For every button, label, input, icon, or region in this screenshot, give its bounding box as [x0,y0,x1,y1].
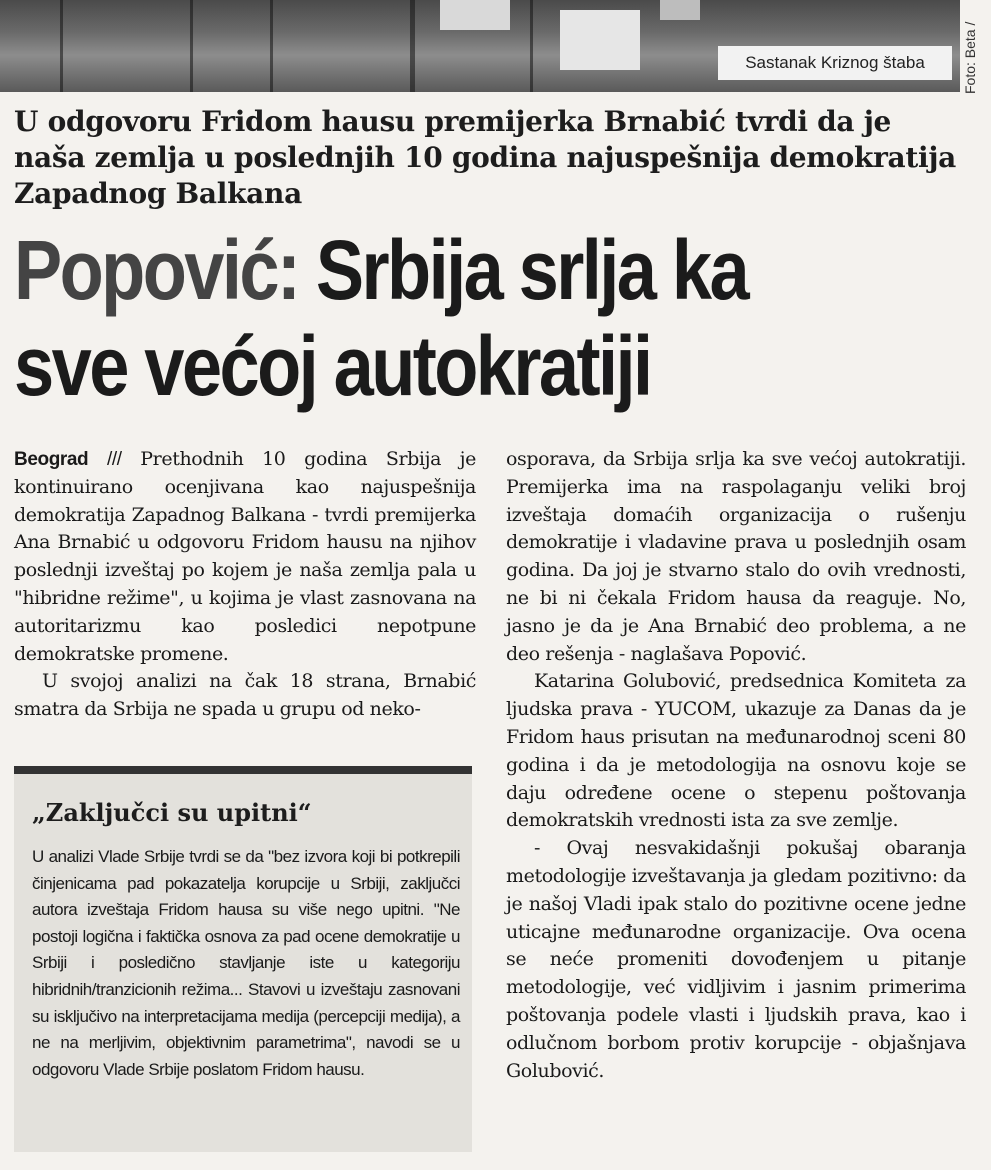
sidebar-title: „Zaključci su upitni“ [32,798,312,827]
article-paragraph: U svojoj analizi na čak 18 strana, Brnabić smatra da Srbija ne spada u grupu od neko- [14,670,476,721]
sidebar-box [14,766,472,1152]
sidebar-paragraph: U analizi Vlade Srbije tvrdi se da "bez izvora koji bi potkrepili činjenicama pad pokazatelja korupcije u Srbiji, zaključci autora izveštaja Fridom hausa su više nego upitni. "Ne postoji logična i faktička osnova za pad ocene demokratije u Srbiji i posledično stavljanje iste u kategoriju hibridnih/tranzicionih režima... Stavovi u izveštaju zasnovani su isključivo na interpretacijama medija (percepciji medija), a ne na merljivim, objektivnim parametrima", navodi se u odgovoru Vlade Srbije poslatom Fridom hausu. [32,847,460,1079]
photo-detail [410,0,415,92]
photo-detail [560,10,640,70]
photo-detail [60,0,63,92]
photo-detail [530,0,533,92]
article-paragraph: Katarina Golubović, predsednica Komiteta za ljudska prava - YUCOM, ukazuje za Danas da je Fridom haus prisutan na međunarodnoj sceni 80 godina i da je metodologija na osnovu koje se daju određene ocene o stepenu poštovanja demokratskih vrednosti ista za sve zemlje. [506,670,966,832]
article-column-right [506,446,966,1085]
sidebar-body [32,844,460,1083]
paragraph-text: Prethodnih 10 godina Srbija je kontinuirano ocenjivana kao najuspešnija demokratija Zapadnog Balkana - tvrdi premijerka Ana Brnabić u odgovoru Fridom hausu na njihov poslednji izveštaj po kojem je naša zemlja pala u "hibridne režime", u kojima je vlast zasnovana na autoritarizmu kao posledici nepotpune demokratske promene. [14,448,477,665]
article-paragraph: - Ovaj nesvakidašnji pokušaj obaranja metodologije izveštavanja ja gledam pozitivno: da je našoj Vladi ipak stalo do pozitivne ocene jedne uticajne međunarodne organizacije. Ova ocena se neće promeniti dovođenjem u pitanje metodologije, već vidljivim i jasnim primerima poštovanja podele vlasti i ljudskih prava, kao i odlučnom borbom protiv korupcije - objašnjava Golubović. [506,837,966,1082]
photo-detail [440,0,510,30]
headline-line-1 [14,222,840,318]
photo-credit: Foto: Beta / [962,21,978,94]
article-headline [14,222,840,414]
dateline-separator: /// [106,449,122,470]
article-paragraph: osporava, da Srbija srlja ka sve većoj autokratiji. Premijerka ima na raspolaganju veliki broj izveštaja domaćih organizacija o rušenju demokratije i vladavine prava u poslednjih osam godina. Da joj je stvarno stalo do ovih vrednosti, ne bi ni čekala Fridom hausa da reaguje. No, jasno je da je Ana Brnabić deo problema, a ne deo rešenja - naglašava Popović. [506,448,966,665]
photo-caption: Sastanak Kriznog štaba [718,46,952,80]
headline-text: Srbija srlja ka [315,223,748,317]
headline-line-2: sve većoj autokratiji [14,319,651,413]
photo-detail [190,0,193,92]
photo-detail [270,0,273,92]
article-photo [0,0,960,92]
article-column-left [14,446,476,724]
article-paragraph [14,446,476,668]
dateline: Beograd [14,449,89,470]
headline-name: Popović: [14,223,299,317]
article-kicker: U odgovoru Fridom hausu premijerka Brnabić tvrdi da je naša zemlja u poslednjih 10 godina najuspešnija demokratija Zapadnog Balkana [14,105,957,210]
photo-detail [660,0,700,20]
